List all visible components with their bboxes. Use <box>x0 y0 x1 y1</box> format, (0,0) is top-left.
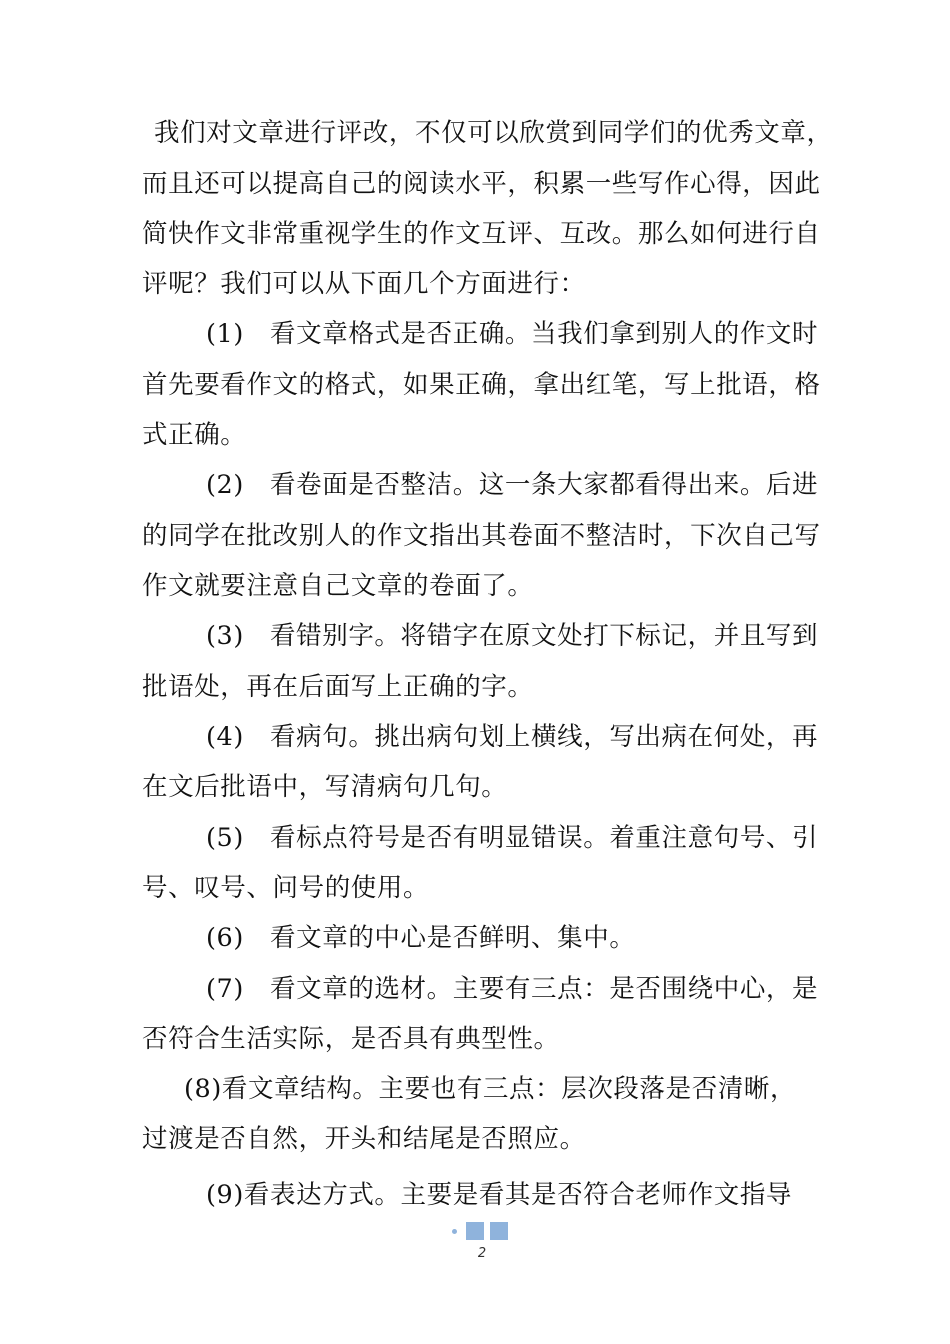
page-number: 2 <box>477 1246 487 1261</box>
text-line: (5) 看标点符号是否有明显错误。着重注意句号、引 <box>206 823 819 853</box>
text-line: 评呢？我们可以从下面几个方面进行： <box>142 269 586 299</box>
text-line: 批语处，再在后面写上正确的字。 <box>142 672 534 702</box>
text-line: 首先要看作文的格式，如果正确，拿出红笔，写上批语，格 <box>142 370 821 400</box>
text-line: 号、叹号、问号的使用。 <box>142 873 430 903</box>
text-line: 而且还可以提高自己的阅读水平，积累一些写作心得，因此 <box>142 169 821 199</box>
text-line: 我们对文章进行评改，不仅可以欣赏到同学们的优秀文章， <box>154 118 833 148</box>
text-line: (1) 看文章格式是否正确。当我们拿到别人的作文时 <box>206 319 819 349</box>
text-line: 式正确。 <box>142 420 247 450</box>
footer-dot-icon <box>452 1229 457 1234</box>
text-line: (2) 看卷面是否整洁。这一条大家都看得出来。后进 <box>206 470 819 500</box>
footer-decoration <box>452 1222 512 1240</box>
text-line: (7) 看文章的选材。主要有三点：是否围绕中心，是 <box>206 974 819 1004</box>
text-line: 否符合生活实际，是否具有典型性。 <box>142 1024 560 1054</box>
text-line: (6) 看文章的中心是否鲜明、集中。 <box>206 923 636 953</box>
text-line: (9)看表达方式。主要是看其是否符合老师作文指导 <box>206 1180 793 1210</box>
text-line: 作文就要注意自己文章的卷面了。 <box>142 571 534 601</box>
footer-square-icon <box>466 1222 484 1240</box>
footer-square-icon <box>490 1222 508 1240</box>
text-line: 过渡是否自然，开头和结尾是否照应。 <box>142 1124 586 1154</box>
text-line: (8)看文章结构。主要也有三点：层次段落是否清晰， <box>184 1074 797 1104</box>
text-line: 简快作文非常重视学生的作文互评、互改。那么如何进行自 <box>142 219 821 249</box>
text-line: (3) 看错别字。将错字在原文处打下标记，并且写到 <box>206 621 819 651</box>
text-line: 的同学在批改别人的作文指出其卷面不整洁时，下次自己写 <box>142 521 821 551</box>
text-line: (4) 看病句。挑出病句划上横线，写出病在何处，再 <box>206 722 819 752</box>
text-line: 在文后批语中，写清病句几句。 <box>142 772 508 802</box>
